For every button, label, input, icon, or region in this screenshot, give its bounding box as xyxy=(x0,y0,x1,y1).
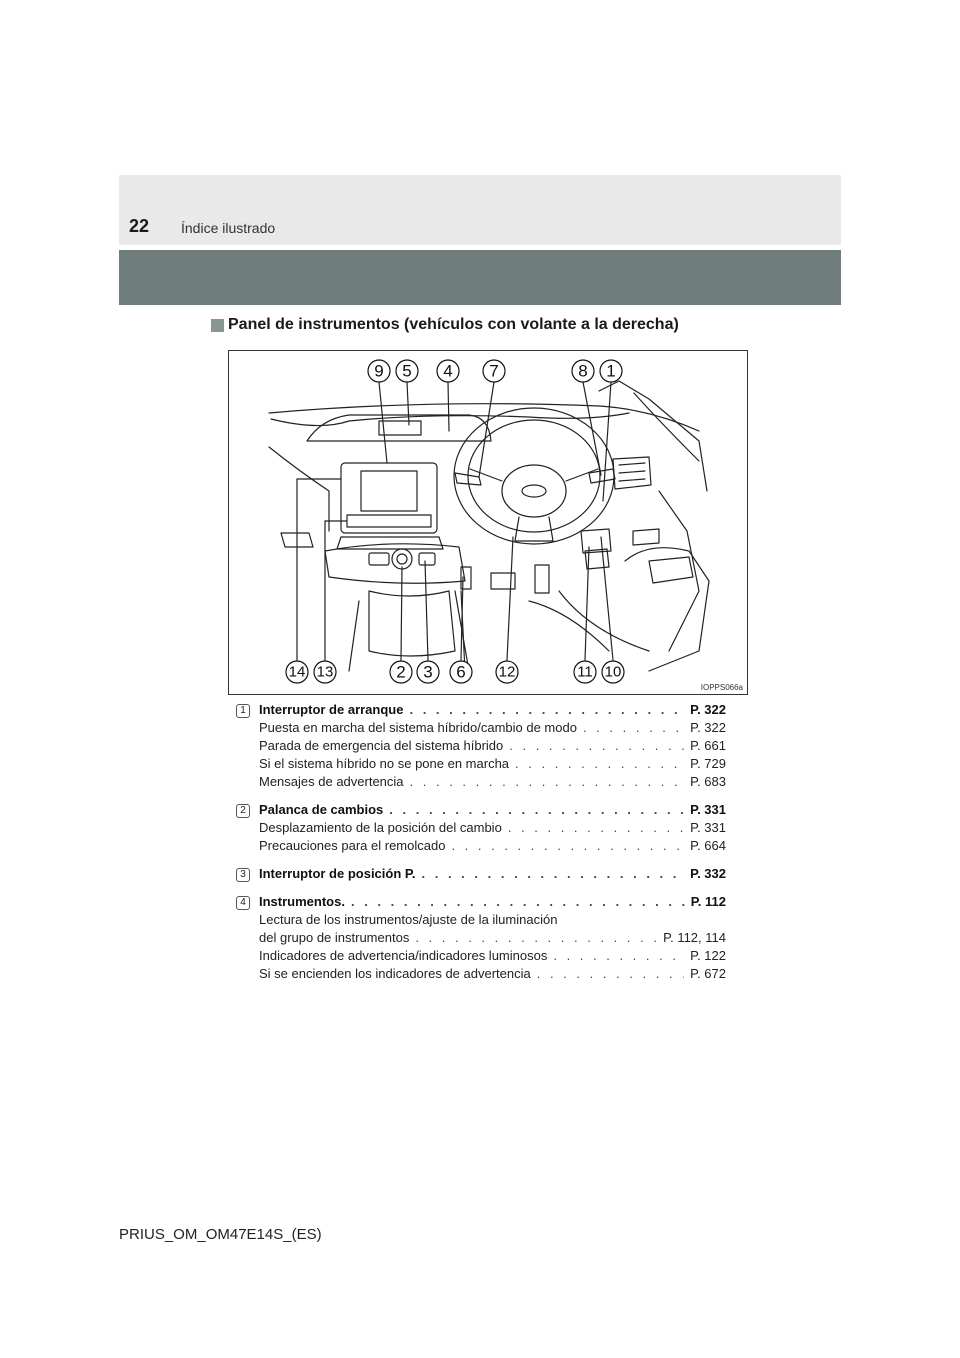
callout-5 xyxy=(396,360,418,382)
item-page-link[interactable]: P. 112 xyxy=(690,894,726,909)
leader-dots xyxy=(351,893,685,911)
svg-text:6: 6 xyxy=(456,662,466,682)
item-title-row xyxy=(259,801,726,819)
callout-9 xyxy=(368,360,390,382)
leader-dots xyxy=(515,755,684,773)
sub-item-row xyxy=(259,773,726,791)
svg-text:8: 8 xyxy=(578,361,588,381)
callout-8 xyxy=(572,360,594,382)
svg-text:5: 5 xyxy=(402,361,412,381)
item-title: Palanca de cambios xyxy=(259,802,384,817)
sub-item-page-link[interactable]: P. 664 xyxy=(690,838,726,853)
svg-text:12: 12 xyxy=(498,663,516,681)
sub-item-row xyxy=(259,965,726,983)
item-number: 3 xyxy=(236,868,250,882)
callout-12 xyxy=(496,661,518,683)
leader-dots xyxy=(583,719,684,737)
page-number: 22 xyxy=(129,216,150,236)
sub-item-text: Puesta en marcha del sistema híbrido/cambio de modo xyxy=(259,720,577,735)
heading-text: Panel de instrumentos (vehículos con volante a la derecha) xyxy=(228,316,679,333)
leader-dots xyxy=(537,965,684,983)
sub-item-row xyxy=(259,737,726,755)
sub-item-page-link[interactable]: P. 122 xyxy=(690,948,726,963)
list-item xyxy=(236,865,726,883)
item-page-link[interactable]: P. 332 xyxy=(690,866,726,881)
list-item xyxy=(236,893,726,983)
page-header xyxy=(119,175,841,245)
sub-item-page-link[interactable]: P. 729 xyxy=(690,756,726,771)
callout-6 xyxy=(450,661,472,683)
sub-item-page-link[interactable]: P. 112, 114 xyxy=(663,930,726,945)
item-title: Instrumentos. xyxy=(259,894,345,909)
callout-7 xyxy=(483,360,505,382)
item-page-link[interactable]: P. 331 xyxy=(690,802,726,817)
leader-dots xyxy=(508,819,684,837)
callout-3 xyxy=(417,661,439,683)
callout-13 xyxy=(314,661,336,683)
header-band xyxy=(119,250,841,305)
leader-dots xyxy=(553,947,684,965)
sub-item-row xyxy=(259,719,726,737)
sub-item-row xyxy=(259,837,726,855)
leader-dots xyxy=(509,737,684,755)
callout-10 xyxy=(602,661,624,683)
figure-code: IOPPS066a xyxy=(700,683,743,692)
sub-item-page-link[interactable]: P. 322 xyxy=(690,720,726,735)
callout-14 xyxy=(286,661,308,683)
svg-text:14: 14 xyxy=(288,663,306,681)
svg-text:13: 13 xyxy=(316,663,334,681)
svg-text:3: 3 xyxy=(423,662,433,682)
leader-dots xyxy=(451,837,684,855)
svg-text:9: 9 xyxy=(374,361,384,381)
item-number: 4 xyxy=(236,896,250,910)
item-list xyxy=(236,701,726,993)
item-number: 2 xyxy=(236,804,250,818)
sub-item-page-link[interactable]: P. 672 xyxy=(690,966,726,981)
item-number: 1 xyxy=(236,704,250,718)
leader-dots xyxy=(422,865,685,883)
section-heading xyxy=(211,316,679,334)
sub-item-page-link[interactable]: P. 683 xyxy=(690,774,726,789)
dashboard-drawing xyxy=(229,351,747,694)
svg-text:11: 11 xyxy=(577,663,593,681)
sub-item-text: Parada de emergencia del sistema híbrido xyxy=(259,738,504,753)
svg-text:1: 1 xyxy=(606,361,616,381)
item-title: Interruptor de posición P. xyxy=(259,866,416,881)
callout-2 xyxy=(390,661,412,683)
document-footer-code: PRIUS_OM_OM47E14S_(ES) xyxy=(119,1226,322,1243)
callout-11 xyxy=(574,661,596,683)
sub-item-row xyxy=(259,911,726,929)
sub-item-row xyxy=(259,929,726,947)
sub-item-page-link[interactable]: P. 331 xyxy=(690,820,726,835)
leader-dots xyxy=(409,701,684,719)
sub-item-text: del grupo de instrumentos xyxy=(259,930,410,945)
svg-text:4: 4 xyxy=(443,361,453,381)
svg-text:10: 10 xyxy=(604,663,622,681)
item-title: Interruptor de arranque xyxy=(259,702,404,717)
item-title-row xyxy=(259,701,726,719)
sub-item-page-link[interactable]: P. 661 xyxy=(690,738,726,753)
sub-item-row xyxy=(259,947,726,965)
sub-item-text: Lectura de los instrumentos/ajuste de la iluminación xyxy=(259,912,558,927)
sub-item-text: Indicadores de advertencia/indicadores luminosos xyxy=(259,948,548,963)
item-page-link[interactable]: P. 322 xyxy=(690,702,726,717)
heading-square-icon xyxy=(211,319,224,332)
sub-item-row xyxy=(259,819,726,837)
leader-dots xyxy=(389,801,684,819)
item-title-row xyxy=(259,893,726,911)
leader-dots xyxy=(415,929,657,947)
item-title-row xyxy=(259,865,726,883)
callout-4 xyxy=(437,360,459,382)
bottom-callouts xyxy=(286,661,624,683)
leader-dots xyxy=(410,773,685,791)
svg-text:7: 7 xyxy=(489,361,499,381)
list-item xyxy=(236,701,726,791)
section-title: Índice ilustrado xyxy=(181,220,276,236)
sub-item-text: Precauciones para el remolcado xyxy=(259,838,446,853)
list-item xyxy=(236,801,726,855)
sub-item-text: Si el sistema híbrido no se pone en marcha xyxy=(259,756,510,771)
svg-text:2: 2 xyxy=(396,662,406,682)
callout-1 xyxy=(600,360,622,382)
sub-item-text: Desplazamiento de la posición del cambio xyxy=(259,820,502,835)
top-callouts xyxy=(368,360,622,382)
sub-item-text: Si se encienden los indicadores de advertencia xyxy=(259,966,531,981)
sub-item-text: Mensajes de advertencia xyxy=(259,774,404,789)
dashboard-illustration xyxy=(228,350,748,695)
sub-item-row xyxy=(259,755,726,773)
